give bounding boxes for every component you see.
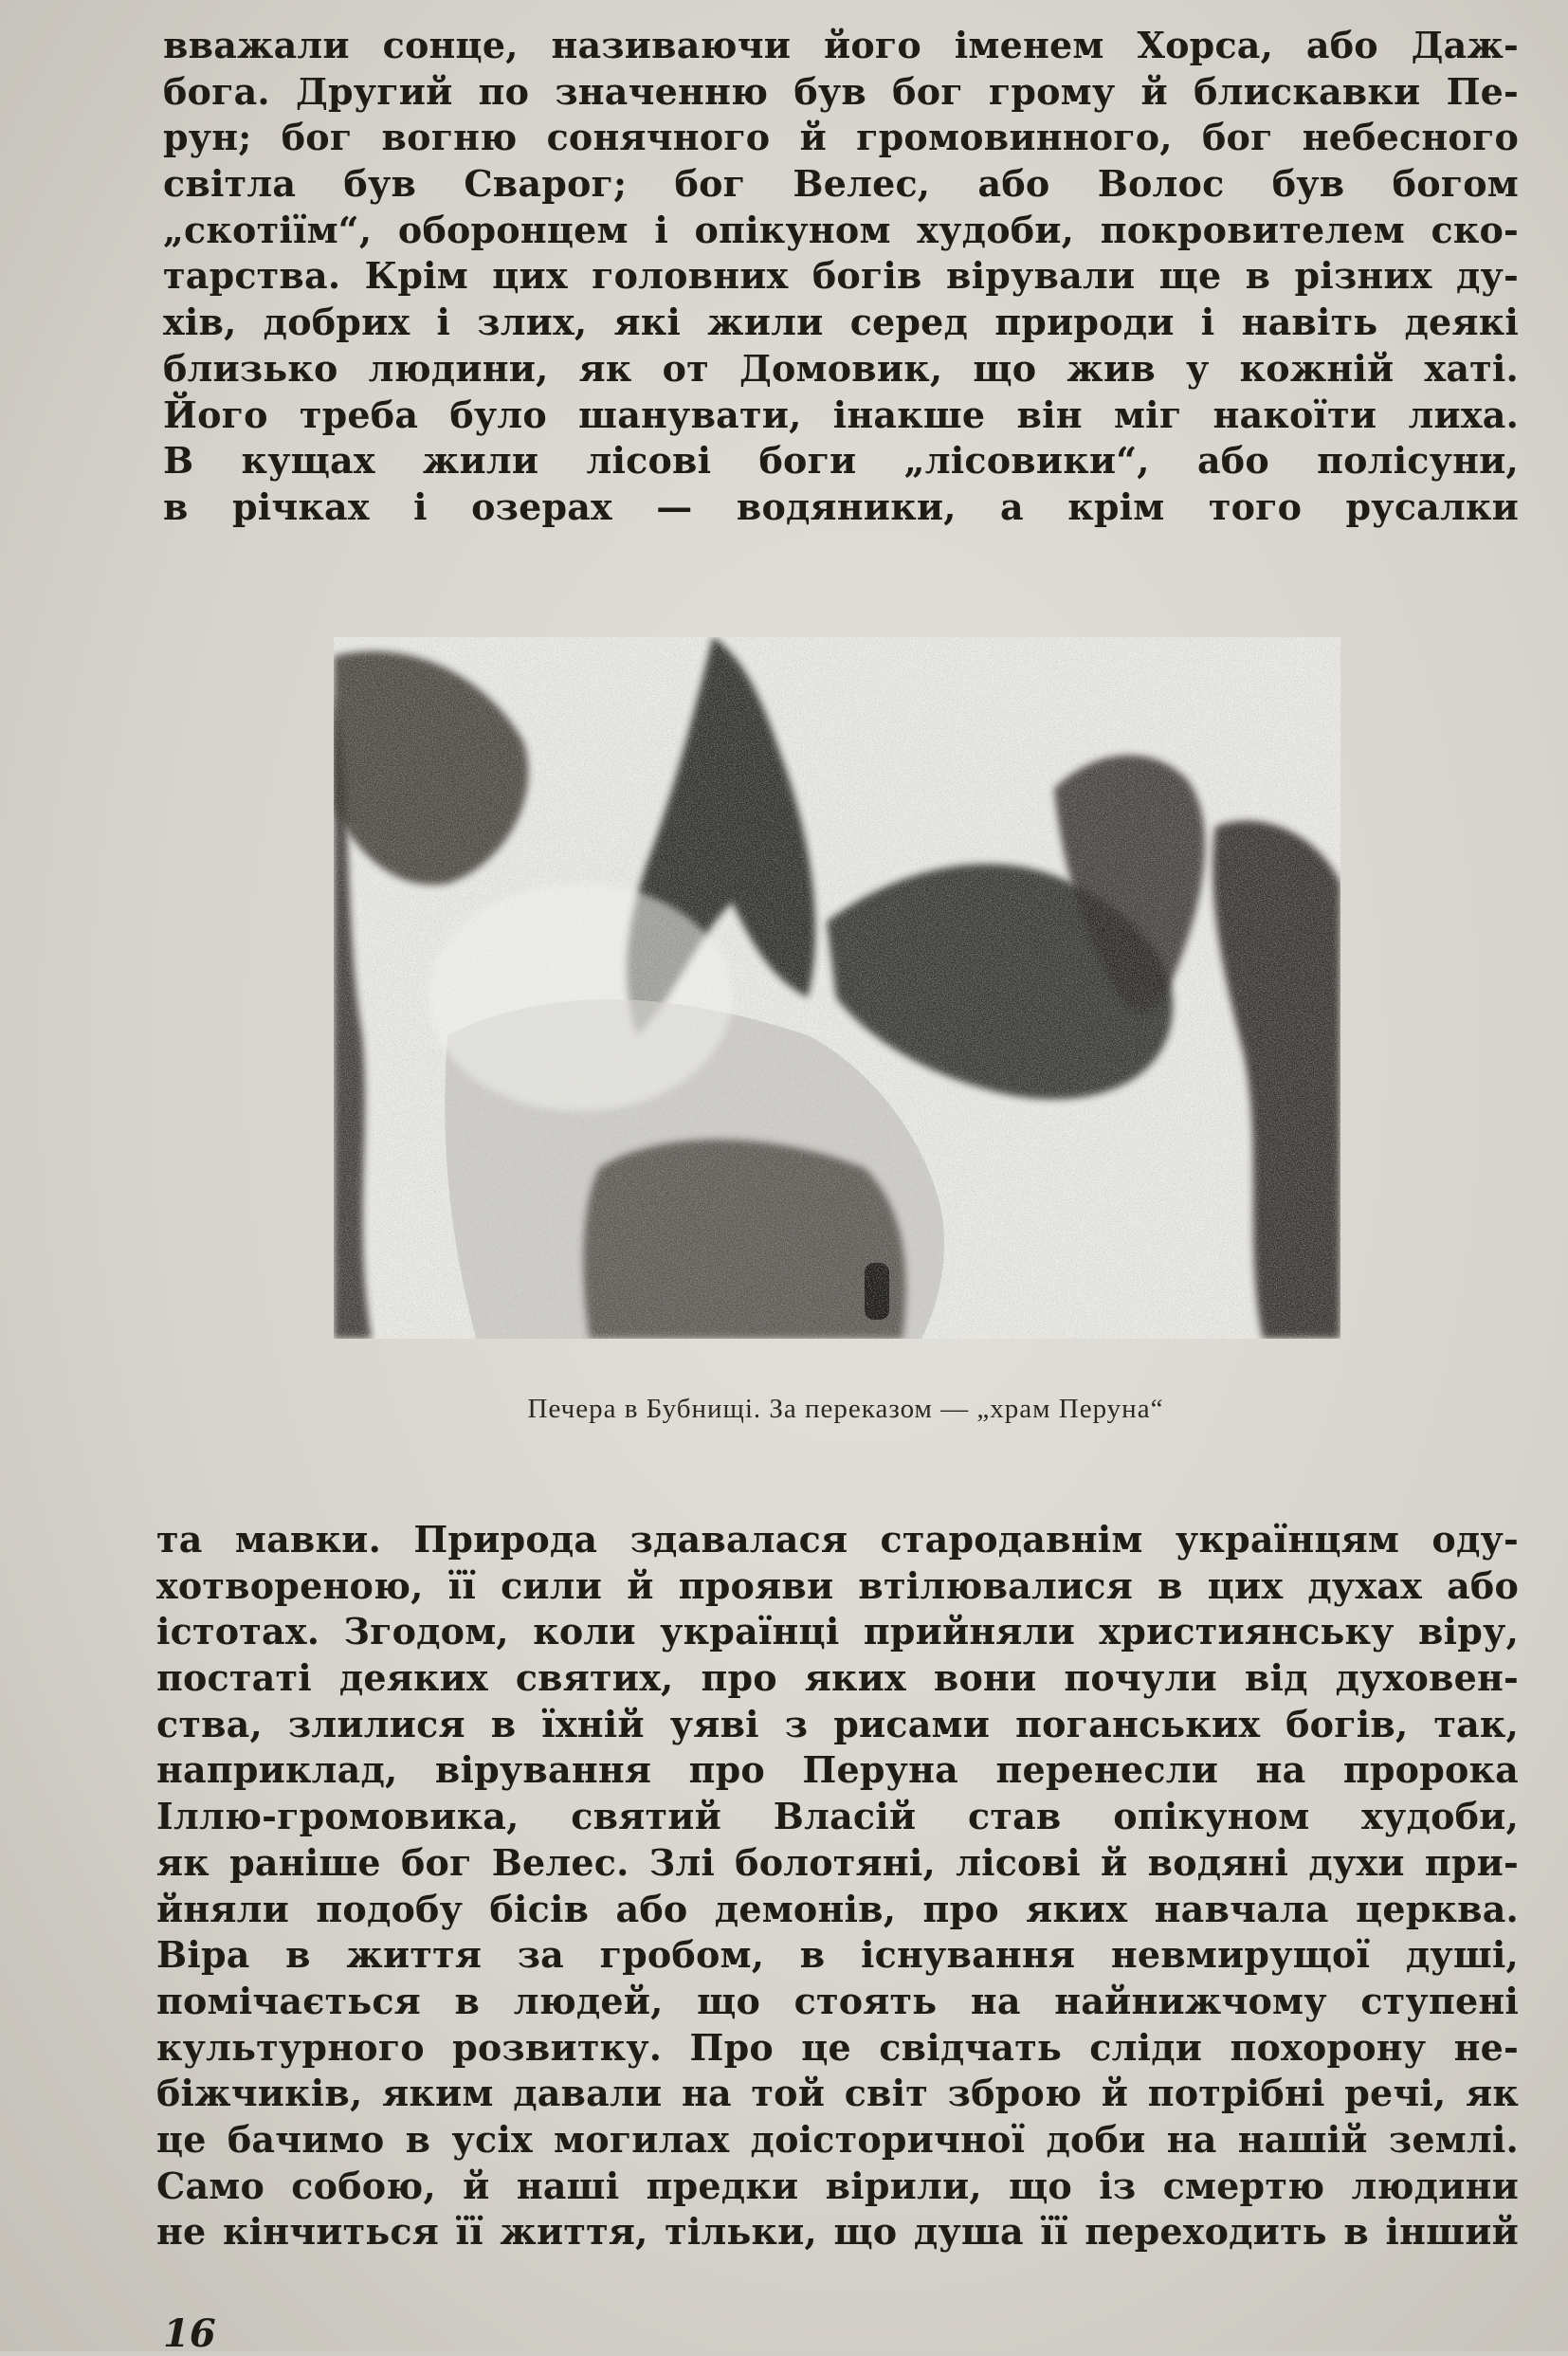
text-line: істотах. Згодом, коли українці прийняли християнську віру, <box>156 1610 1519 1653</box>
text-line: Іллю-громовика, святий Власій став опікуном худоби, <box>156 1795 1519 1838</box>
text-line: наприклад, вірування про Перуна перенесли на пророка <box>156 1748 1519 1792</box>
text-line: ства, злилися в їхній уяві з рисами поганських богів, так, <box>156 1702 1519 1745</box>
text-line: в річках і озерах — водяники, а крім того русалки <box>163 484 1519 528</box>
text-line: Само собою, й наші предки вірили, що із смертю людини <box>156 2164 1519 2207</box>
text-line: та мавки. Природа здавалася стародавнім українцям оду- <box>156 1518 1519 1561</box>
text-line: вважали сонце, називаючи його іменем Хорса, або Даж- <box>163 24 1519 66</box>
text-line: не кінчиться її життя, тільки, що душа її переходить в інший <box>156 2210 1519 2254</box>
text-line: хів, добрих і злих, які жили серед природи і навіть деякі <box>163 301 1519 344</box>
text-line: „скотіїм“, оборонцем і опікуном худоби, покровителем ско- <box>163 208 1519 251</box>
text-line: рун; бог вогню сонячного й громовинного, бог небесного <box>163 116 1519 159</box>
text-line: постаті деяких святих, про яких вони почули від духовен- <box>156 1656 1519 1700</box>
photo-caption: Печера в Бубнищі. За переказом — „храм Перуна“ <box>527 1394 1164 1424</box>
text-line: культурного розвитку. Про це свідчать сліди похорону не- <box>156 2025 1519 2069</box>
text-line: бога. Другий по значенню був бог грому й блискавки Пе- <box>163 69 1519 113</box>
text-line: Віра в життя за гробом, в існування невмирущої душі, <box>156 1933 1519 1977</box>
bottom-paragraph <box>156 1517 1519 2256</box>
top-paragraph <box>163 23 1519 531</box>
text-line: це бачимо в усіх могилах доісторичної доби на нашій землі. <box>156 2117 1519 2161</box>
text-line: Його треба було шанувати, інакше він міг накоїти лиха. <box>163 393 1519 436</box>
text-line: В кущах жили лісові боги „лісовики“, або полісуни, <box>163 439 1519 483</box>
text-line: тарства. Крім цих головних богів вірували ще в різних ду- <box>163 254 1519 298</box>
text-line: близько людини, як от Домовик, що жив у кожній хаті. <box>163 346 1519 390</box>
text-line: світла був Сварог; бог Велес, або Волос був богом <box>163 162 1519 206</box>
text-line: біжчиків, яким давали на той світ зброю й потрібні речі, як <box>156 2072 1519 2115</box>
text-line: помічається в людей, що стоять на найнижчому ступені <box>156 1979 1519 2022</box>
text-line: хотвореною, її сили й прояви втілювалися в цих духах або <box>156 1563 1519 1607</box>
text-line: як раніше бог Велес. Злі болотяні, лісові й водяні духи при- <box>156 1840 1519 1884</box>
page-number: 16 <box>163 2311 216 2356</box>
text-line: йняли подобу бісів або демонів, про яких навчала церква. <box>156 1887 1519 1930</box>
cave-photograph <box>334 637 1340 1339</box>
